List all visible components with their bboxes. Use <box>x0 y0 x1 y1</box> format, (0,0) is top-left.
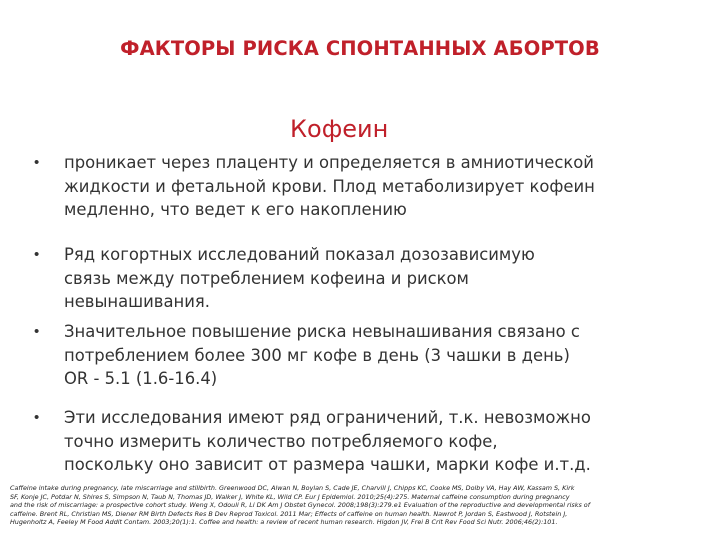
slide-subtitle: Кофеин <box>290 115 389 143</box>
reference-line: Hugenholtz A, Feeley M Food Addit Contam. 2003;20(1):1. Coffee and health: a review of recent human research. Higdon JV, Frei B Crit Rev Food Sci Nutr. 2006;46(2):101. <box>10 518 558 526</box>
references <box>10 484 714 527</box>
bullet-line: невынашивания. <box>64 292 210 311</box>
bullet-line: Ряд когортных исследований показал дозозависимую <box>64 245 535 264</box>
bullet-line: потреблением более 300 мг кофе в день (3 чашки в день) <box>64 345 570 365</box>
bullet-line: жидкости и фетальной крови. Плод метаболизирует кофеин <box>64 176 595 196</box>
bullet-line: поскольку оно зависит от размера чашки, марки кофе и.т.д. <box>64 455 591 474</box>
bullet-text <box>64 406 714 477</box>
bullet-marker: • <box>34 154 40 171</box>
slide-title: ФАКТОРЫ РИСКА СПОНТАННЫХ АБОРТОВ <box>120 37 600 60</box>
bullet-text <box>64 243 714 314</box>
reference-line: and the risk of miscarriage: a prospective cohort study. Weng X, Odouli R, Li DK Am J Obstet Gynecol. 2008;198(3):279.e1 Evaluation of the reproductive and developmental risks of <box>10 501 590 509</box>
bullet-line: Значительное повышение риска невынашивания связано с <box>64 322 580 341</box>
bullet-line: проникает через плаценту и определяется в амниотической <box>64 153 594 172</box>
reference-line: Caffeine intake during pregnancy, late miscarriage and stillbirth. Greenwood DC, Alwan N, Boylan S, Cade JE, Charvill J, Chipps KC, Cooke MS, Dolby VA, Hay AW, Kassam S, Kirk <box>10 484 575 492</box>
bullet-line: медленно, что ведет к его накоплению <box>64 200 407 219</box>
bullet-line: Эти исследования имеют ряд ограничений, т.к. невозможно <box>64 408 591 427</box>
bullet-line: OR - 5.1 (1.6-16.4) <box>64 369 218 388</box>
bullet-text <box>64 151 714 222</box>
reference-line: caffeine. Brent RL, Christian MS, Diener RM Birth Defects Res B Dev Reprod Toxicol. 2011 Mar; Effects of caffeine on human health. Nawrot P, Jordan S, Eastwood J, Rotstein J, <box>10 509 568 518</box>
bullet-marker: • <box>34 246 40 263</box>
bullet-text <box>64 320 714 391</box>
bullet-line: связь между потреблением кофеина и риском <box>64 268 469 288</box>
reference-line: SF, Konje JC, Potdar N, Shires S, Simpson N, Taub N, Thomas JD, Walker J, White KL, Wild CP. Eur J Epidemiol. 2010;25(4):275. Maternal caffeine consumption during pregnancy <box>10 492 570 501</box>
bullet-marker: • <box>34 409 40 426</box>
bullet-marker: • <box>34 323 40 340</box>
bullet-line: точно измерить количество потребляемого кофе, <box>64 431 498 451</box>
